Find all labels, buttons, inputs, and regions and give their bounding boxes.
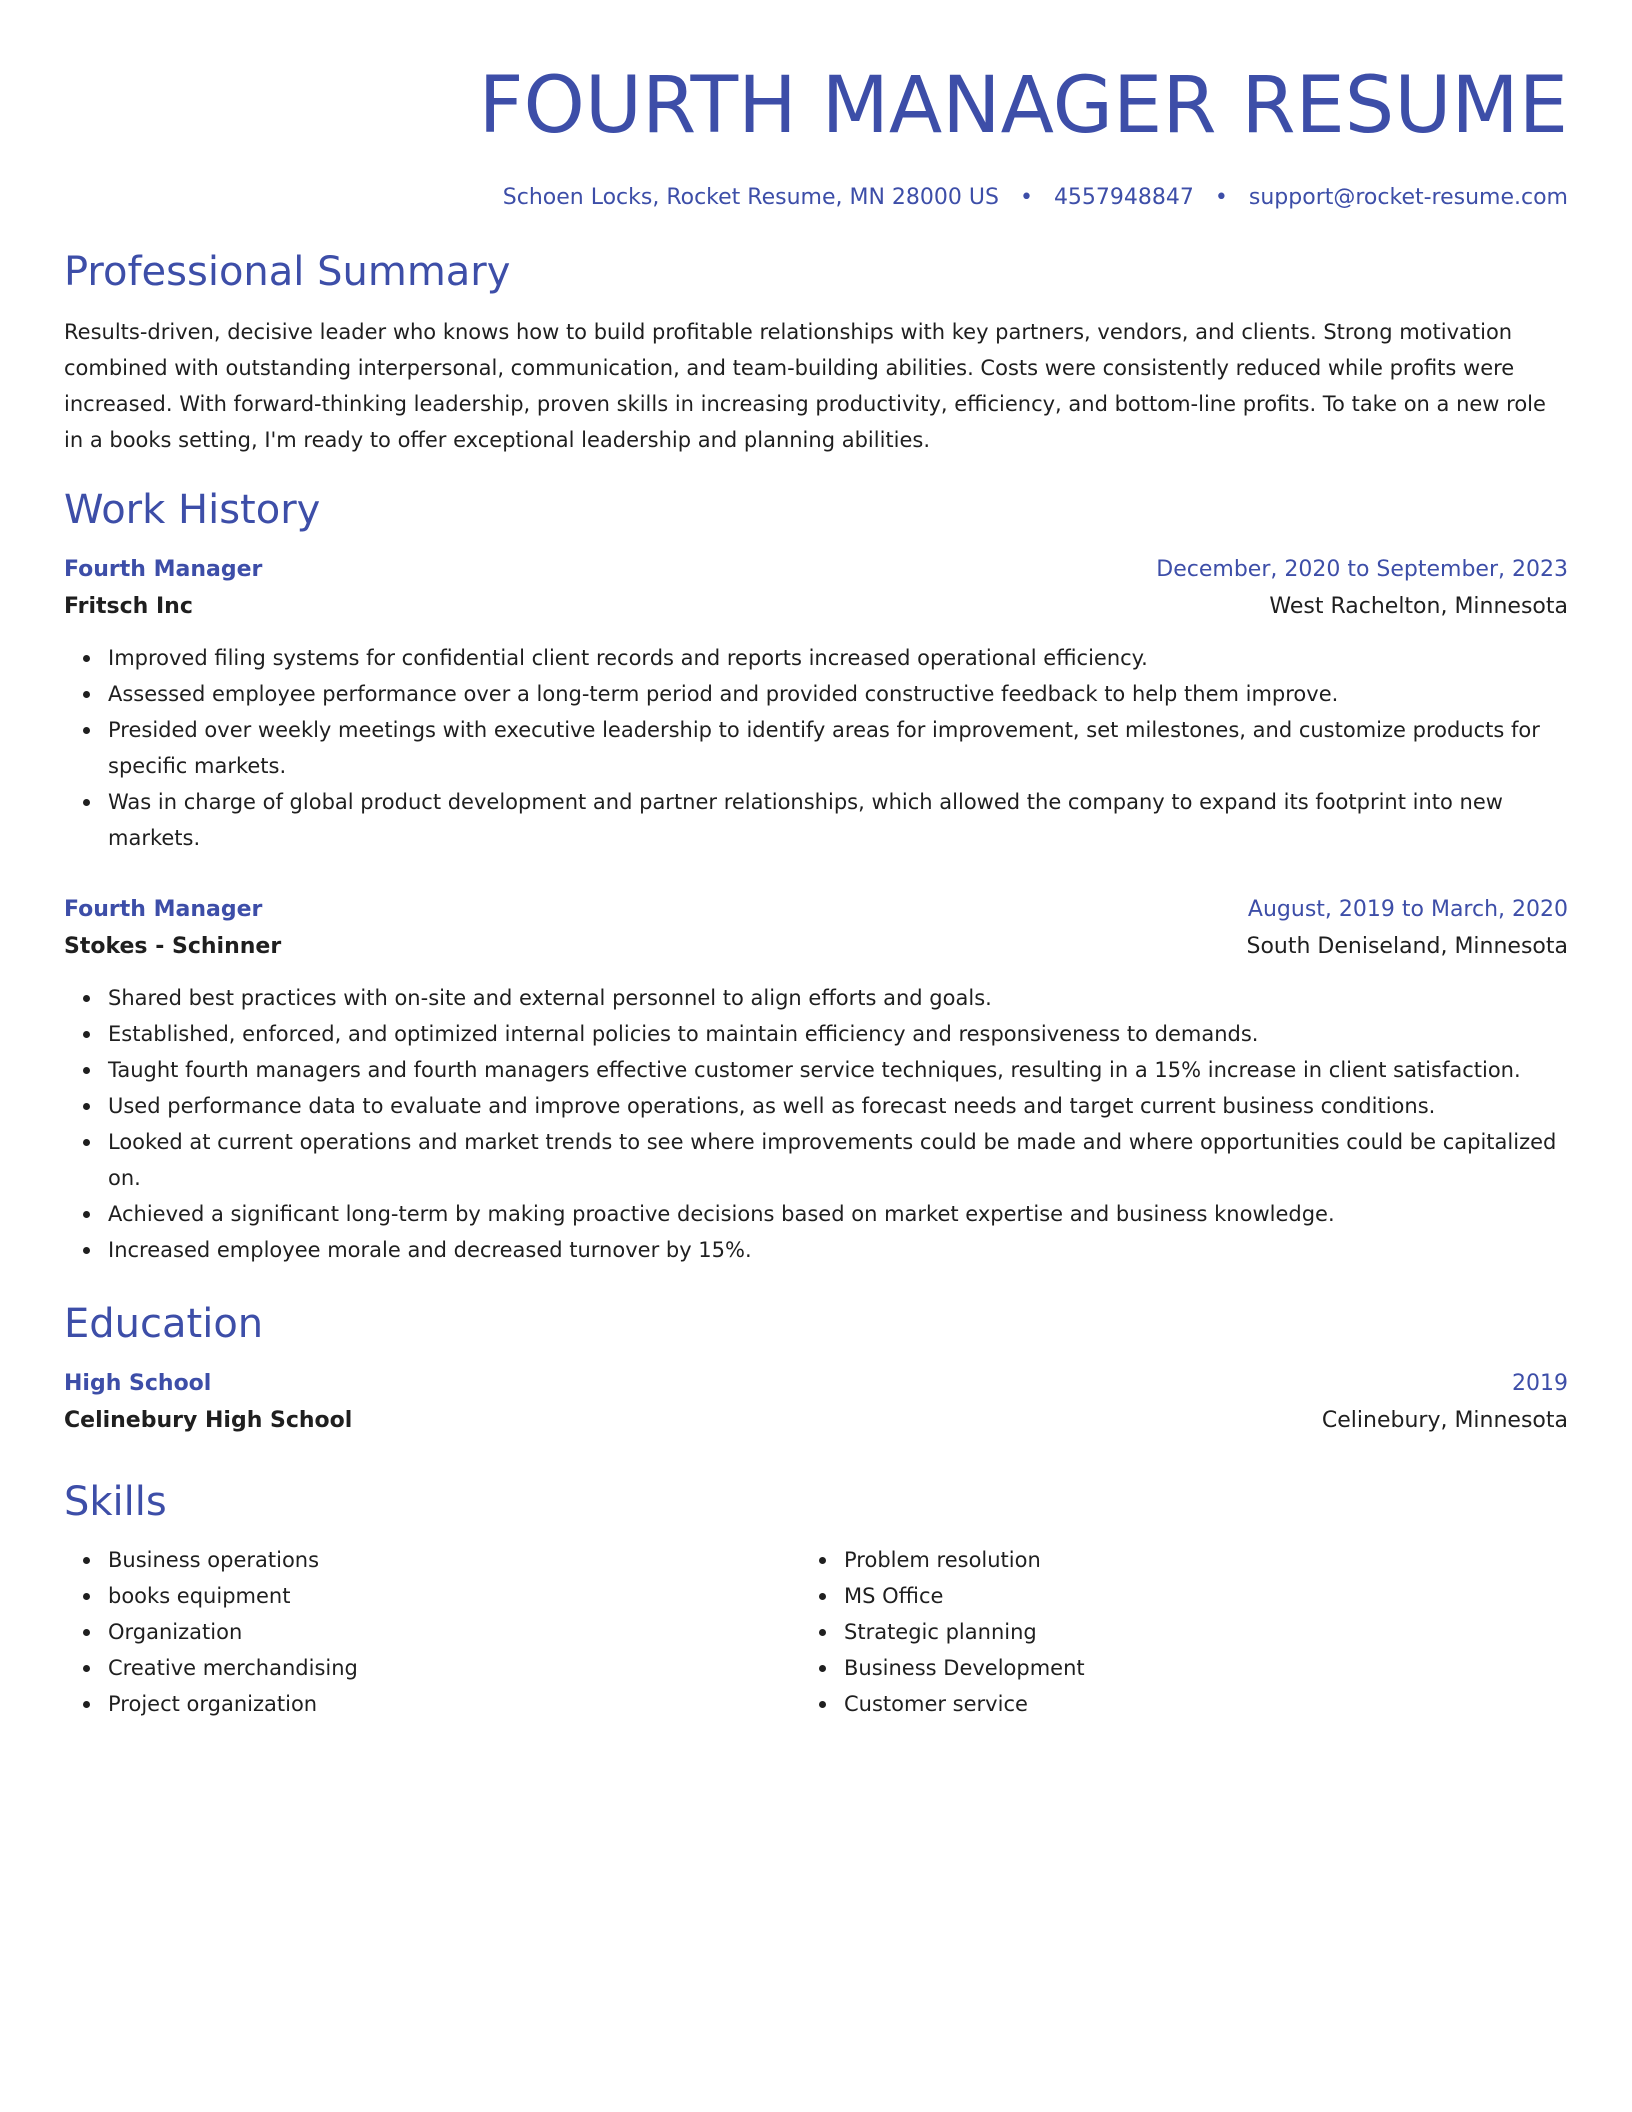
skill-item: Project organization xyxy=(108,1686,800,1722)
resume-title: FOURTH MANAGER RESUME xyxy=(478,61,1568,151)
skills-column-right xyxy=(800,1542,1536,1722)
job-duties-list xyxy=(64,640,1568,856)
job-duty: Shared best practices with on-site and external personnel to align efforts and goals. xyxy=(108,980,1568,1016)
job-title: Fourth Manager xyxy=(64,897,263,922)
contact-separator: • xyxy=(1214,185,1228,210)
summary-text: Results-driven, decisive leader who knows how to build profitable relationships with key partners, vendors, and clients. Strong motivation combined with outstanding interpersonal, communication, and team-building abilities. Costs were consistently reduced while profits were increased. With forward-thinking leadership, proven skills in increasing productivity, efficiency, and bottom-line profits. To take on a new role in a books setting, I'm ready to offer exceptional leadership and planning abilities. xyxy=(64,320,1546,452)
contact-email: support@rocket-resume.com xyxy=(1248,185,1568,210)
education-school-row xyxy=(64,1402,1568,1440)
job-company: Stokes - Schinner xyxy=(64,934,282,959)
skill-item: Business operations xyxy=(108,1542,800,1578)
job-duty: Established, enforced, and optimized internal policies to maintain efficiency and responsiveness to demands. xyxy=(108,1016,1568,1052)
skills-column-left xyxy=(64,1542,800,1722)
contact-phone: 4557948847 xyxy=(1053,185,1194,210)
contact-separator: • xyxy=(1019,185,1033,210)
skill-item: books equipment xyxy=(108,1578,800,1614)
contact-line xyxy=(64,182,1568,214)
job-dates: December, 2020 to September, 2023 xyxy=(1156,557,1568,582)
skills-heading: Skills xyxy=(64,1479,167,1525)
job-duties-list xyxy=(64,980,1568,1268)
job-duty: Was in charge of global product development and partner relationships, which allowed the company to expand its footprint into new markets. xyxy=(108,784,1568,856)
education-section xyxy=(64,1298,1568,1440)
education-degree: High School xyxy=(64,1371,212,1396)
job-duty: Achieved a significant long-term by making proactive decisions based on market expertise and business knowledge. xyxy=(108,1196,1568,1232)
job-location: South Deniseland, Minnesota xyxy=(1246,934,1568,959)
summary-heading: Professional Summary xyxy=(64,249,511,295)
education-school: Celinebury High School xyxy=(64,1408,353,1433)
skills-list xyxy=(64,1542,800,1722)
job-duty: Improved filing systems for confidential client records and reports increased operational efficiency. xyxy=(108,640,1568,676)
skill-item: Business Development xyxy=(844,1650,1536,1686)
job-title-row xyxy=(64,892,1568,928)
education-location: Celinebury, Minnesota xyxy=(1321,1408,1568,1433)
work-history-heading: Work History xyxy=(64,487,321,533)
skills-section xyxy=(64,1476,1568,1722)
job-entry xyxy=(64,552,1568,856)
job-duty: Presided over weekly meetings with executive leadership to identify areas for improvement, set milestones, and customize products for specific markets. xyxy=(108,712,1568,784)
skills-grid xyxy=(64,1542,1568,1722)
education-degree-row xyxy=(64,1366,1568,1402)
contact-address: Schoen Locks, Rocket Resume, MN 28000 US xyxy=(502,185,999,210)
skill-item: Customer service xyxy=(844,1686,1536,1722)
job-company-row xyxy=(64,928,1568,966)
job-duty: Looked at current operations and market trends to see where improvements could be made and where opportunities could be capitalized on. xyxy=(108,1124,1568,1196)
education-entry xyxy=(64,1366,1568,1440)
skills-list xyxy=(800,1542,1536,1722)
job-company: Fritsch Inc xyxy=(64,594,193,619)
job-duty: Taught fourth managers and fourth managers effective customer service techniques, resulting in a 15% increase in client satisfaction. xyxy=(108,1052,1568,1088)
skill-item: Creative merchandising xyxy=(108,1650,800,1686)
job-dates: August, 2019 to March, 2020 xyxy=(1247,897,1568,922)
job-title-row xyxy=(64,552,1568,588)
summary-section xyxy=(64,246,1568,458)
job-duty: Assessed employee performance over a long-term period and provided constructive feedback to help them improve. xyxy=(108,676,1568,712)
job-entry xyxy=(64,892,1568,1268)
education-heading: Education xyxy=(64,1301,264,1347)
skill-item: Problem resolution xyxy=(844,1542,1536,1578)
skill-item: Organization xyxy=(108,1614,800,1650)
job-duty: Used performance data to evaluate and improve operations, as well as forecast needs and target current business conditions. xyxy=(108,1088,1568,1124)
education-year: 2019 xyxy=(1512,1371,1568,1396)
job-company-row xyxy=(64,588,1568,626)
job-duty: Increased employee morale and decreased turnover by 15%. xyxy=(108,1232,1568,1268)
resume-header xyxy=(64,54,1568,214)
job-title: Fourth Manager xyxy=(64,557,263,582)
skill-item: Strategic planning xyxy=(844,1614,1536,1650)
skill-item: MS Office xyxy=(844,1578,1536,1614)
job-location: West Rachelton, Minnesota xyxy=(1269,594,1568,619)
work-history-section xyxy=(64,484,1568,1268)
